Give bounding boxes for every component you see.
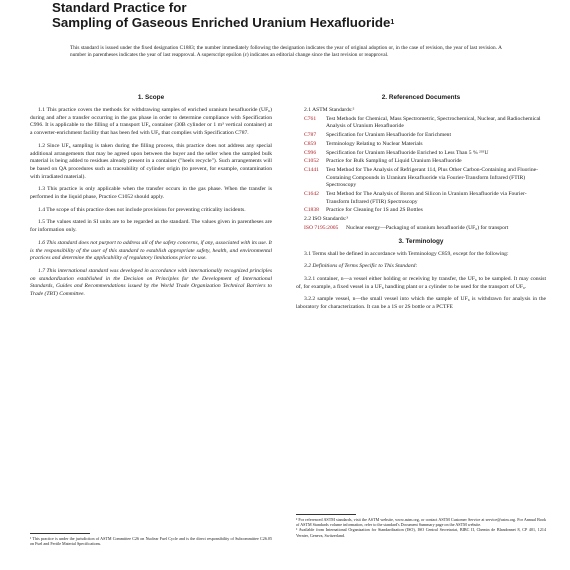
reference-title: Practice for Bulk Sampling of Liquid Uranium Hexafluoride [326, 158, 462, 165]
title-line-2: Sampling of Gaseous Enriched Uranium Hexafluoride [52, 15, 391, 30]
reference-title: Test Methods for Chemical, Mass Spectrometric, Spectrochemical, Nuclear, and Radiochemical Analysis of Uranium Hexafluoride [326, 115, 541, 130]
para-1-7: 1.7 This international standard was developed in accordance with internationally recognized principles on standardization established in the Decision on Principles for the Development of International Standards, Guides and Recommendations issued by the World Trade Organization Technical Barriers to Trade (TBT) Committee. [30, 267, 272, 298]
para-3-2-1: 3.2.1 container, n—a vessel either holding or receiving by transfer, the UF₆ to be sampled. It may consist of, for example, a fixed vessel in a UF₆ handling plant or a cylinder to be used for the transport of UF₆. [296, 275, 546, 290]
iso-standards-subheading: 2.2 ISO Standards:³ [304, 216, 349, 223]
reference-item[interactable] [296, 207, 546, 215]
scope-heading: 1. Scope [137, 94, 165, 101]
title-line-1: Standard Practice for [52, 0, 187, 15]
reference-item[interactable] [296, 167, 546, 190]
footnote-3: ³ Available from International Organization for Standardization (ISO), ISO Central Secretariat, BIBC II, Chemin de Blandonnet 8, CP 401, 1214 Vernier, Geneva, Switzerland. [296, 527, 546, 538]
footnote-2: ² For referenced ASTM standards, visit the ASTM website, www.astm.org, or contact ASTM Customer Service at service@astm.org. For Annual Book of ASTM Standards volume information, refer to the standard's Document Summary page on the ASTM website. [296, 517, 546, 528]
astm-standards-subheading: 2.1 ASTM Standards:² [304, 107, 355, 113]
document-title [52, 0, 522, 30]
para-3-1: 3.1 Terms shall be defined in accordance with Terminology C859, except for the following: [304, 250, 509, 257]
para-1-1: 1.1 This practice covers the methods for withdrawing samples of enriched uranium hexafluoride (UF₆) during and after a transfer occurring in the gas phase in order to determine compliance with Specification C996. It is applicable to the filling of a transport UF₆ container (30B cylinder or 1 m³ vertical container) at a converter-enrichment facility that has been fed with UF₆ that complies with Specification C787. [30, 107, 272, 137]
para-1-5: 1.5 The values stated in SI units are to be regarded as the standard. The values given in parentheses are for information only. [30, 219, 272, 234]
reference-code[interactable]: C787 [304, 132, 317, 139]
reference-item[interactable] [296, 132, 546, 140]
reference-item[interactable] [296, 158, 546, 166]
designation-preamble: This standard is issued under the fixed designation C1883; the number immediately following the designation indicates the year of original adoption or, in the case of revision, the year of last revision. A number in parentheses indicates the year of last reapproval. A superscript epsilon (ε) indicates an editorial change since the last revision or reapproval. [70, 45, 502, 58]
para-1-3: 1.3 This practice is only applicable when the transfer occurs in the gas phase. When the transfer is performed in the liquid phase, Practice C1052 should apply. [30, 186, 272, 201]
para-1-6: 1.6 This standard does not purport to address all of the safety concerns, if any, associated with its use. It is the responsibility of the user of this standard to establish appropriate safety, health, and environmental practices and determine the applicability of regulatory limitations prior to use. [30, 239, 272, 262]
reference-code[interactable]: C1642 [304, 191, 319, 198]
para-3-2-2: 3.2.2 sample vessel, n—the small vessel into which the sample of UF₆ is withdrawn for analysis in the laboratory for characterization. It can be a 1S or 2S bottle or a PCTFE [296, 296, 546, 311]
para-1-4: 1.4 The scope of this practice does not include provisions for preventing criticality incidents. [38, 206, 246, 213]
reference-code[interactable]: ISO 7195:2005 [304, 224, 339, 231]
left-column [30, 94, 272, 304]
para-3-2: 3.2 Definitions of Terms Specific to This Standard: [304, 263, 418, 270]
reference-title: Test Method for The Analysis of Refrigerant 114, Plus Other Carbon-Containing and Fluorine-Containing Compounds in Uranium Hexafluoride via Fourier-Transform Infrared (FTIR) Spectroscopy [326, 166, 538, 189]
footnotes-right [296, 517, 546, 538]
para-1-2: 1.2 Since UF₆ sampling is taken during the filling process, this practice does not address any special additional arrangements that may be agreed upon between the buyer and the seller when the sampled bulk material is being added to residues already present in a container ("heels recycle"). Such arrangements will be based on QA procedures such as traceability of cylinder origin (to prevent, for example, contamination with irradiated material). [30, 142, 272, 180]
referenced-documents-heading: 2. Referenced Documents [381, 94, 461, 101]
reference-code[interactable]: C761 [304, 115, 317, 122]
reference-item[interactable] [296, 225, 546, 233]
right-column [296, 94, 546, 317]
reference-code[interactable]: C1441 [304, 166, 319, 173]
footnote-rule-left [30, 533, 90, 534]
reference-code[interactable]: C996 [304, 149, 317, 156]
reference-code[interactable]: C1838 [304, 207, 319, 214]
reference-title: Specification for Uranium Hexafluoride for Enrichment [326, 132, 452, 139]
reference-item[interactable] [296, 191, 546, 206]
astm-standards-list [296, 107, 546, 233]
footnote-rule-right [296, 514, 356, 515]
reference-item[interactable] [296, 116, 546, 131]
reference-item[interactable] [296, 150, 546, 158]
reference-title: Terminology Relating to Nuclear Materials [326, 140, 423, 147]
reference-title: Specification for Uranium Hexafluoride Enriched to Less Than 5 % ²³⁵U [326, 149, 489, 156]
reference-title: Practice for Cleaning for 1S and 2S Bottles [326, 207, 423, 214]
terminology-heading: 3. Terminology [398, 237, 444, 245]
reference-title: Nuclear energy—Packaging of uranium hexafluoride (UF₆) for transport [346, 224, 509, 231]
reference-title: Test Method for The Analysis of Boron and Silicon in Uranium Hexafluoride via Fourier-Transform Infrared (FTIR) Spectroscopy [326, 191, 527, 205]
reference-item[interactable] [296, 141, 546, 149]
reference-code[interactable]: C859 [304, 140, 317, 147]
footnote-1: ¹ This practice is under the jurisdiction of ASTM Committee C26 on Nuclear Fuel Cycle and is the direct responsibility of Subcommittee C26.05 on Fuel and Fertile Material Specifications. [30, 536, 272, 547]
title-footnote-mark: 1 [390, 19, 395, 26]
reference-code[interactable]: C1052 [304, 158, 319, 165]
